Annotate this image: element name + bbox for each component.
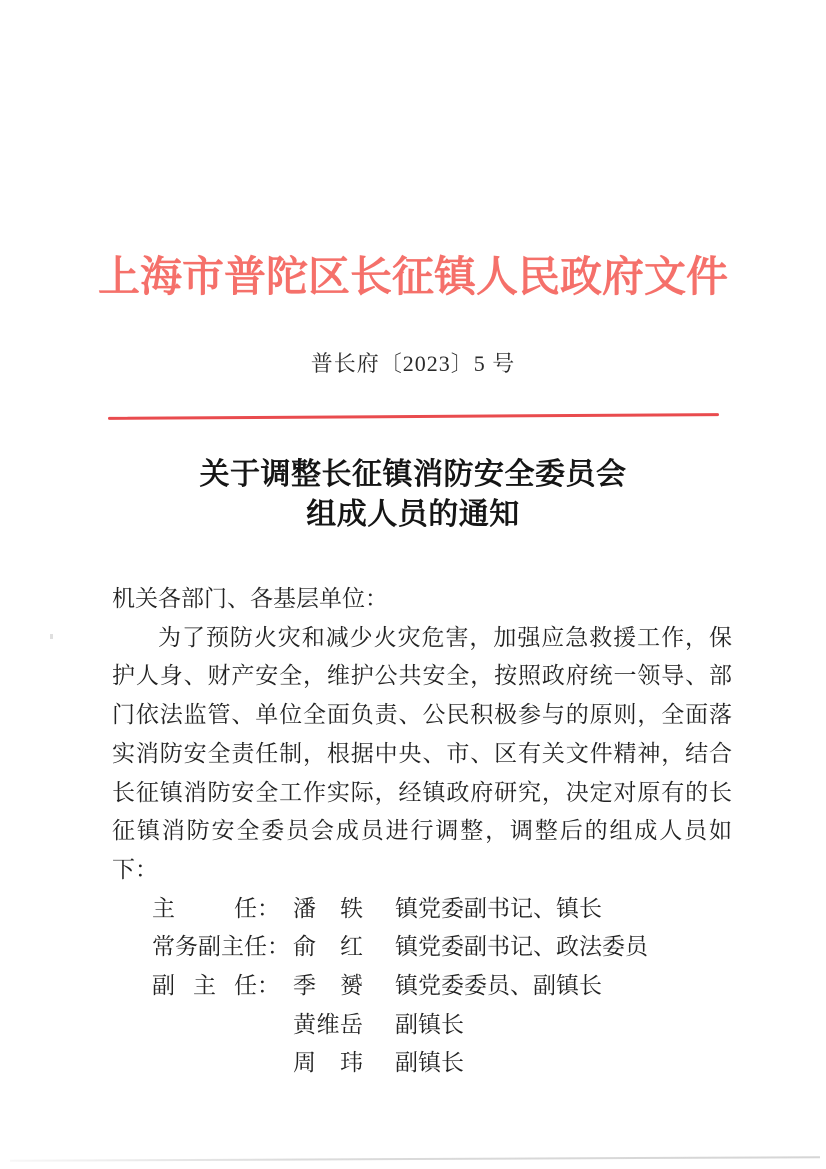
document-title-line1: 关于调整长征镇消防安全委员会 (199, 458, 627, 491)
roster-role-label: 副 主 任： (152, 973, 280, 998)
scan-artifact-speck (50, 634, 53, 639)
roster-row (112, 1044, 732, 1083)
letterhead-org-title: 上海市普陀区长征镇人民政府文件 (97, 255, 728, 301)
scan-page-edge-line (10, 1156, 820, 1162)
roster-person-position: 镇党委委员、副镇长 (395, 973, 602, 998)
roster-person-name: 季 赟 (293, 973, 363, 998)
roster (112, 890, 732, 1083)
body-paragraph: 为了预防火灾和减少火灾危害，加强应急救援工作，保护人身、财产安全，维护公共安全，按照政府统一领导、部门依法监管、单位全面负责、公民积极参与的原则，全面落实消防安全责任制，根据中央、市、区有关文件精神，结合长征镇消防安全工作实际，经镇政府研究，决定对原有的长征镇消防安全委员会成员进行调整，调整后的组成人员如下： (112, 624, 732, 882)
roster-role-label: 主 任： (152, 895, 280, 921)
roster-row (112, 967, 732, 1006)
document-title-line2: 组成人员的通知 (306, 498, 520, 531)
roster-person-name: 俞 红 (293, 934, 363, 960)
roster-person-position: 副镇长 (395, 1050, 464, 1076)
roster-row (112, 928, 732, 967)
roster-role-label: 常 务 副 主 任： (152, 934, 290, 960)
roster-person-name: 周 玮 (293, 1050, 363, 1076)
letterhead-separator-line (108, 413, 719, 420)
roster-person-name: 潘 轶 (293, 895, 363, 921)
salutation: 机关各部门、各基层单位： (112, 586, 388, 611)
roster-person-position: 副镇长 (395, 1011, 464, 1037)
document-number: 普长府〔2023〕5 号 (310, 351, 516, 376)
document-body (112, 580, 732, 1083)
roster-person-position: 镇党委副书记、政法委员 (395, 934, 648, 960)
roster-row (112, 890, 732, 929)
document-title (0, 455, 826, 535)
roster-person-position: 镇党委副书记、镇长 (395, 895, 602, 921)
roster-person-name: 黄 维 岳 (293, 1011, 363, 1037)
roster-row (112, 1006, 732, 1045)
